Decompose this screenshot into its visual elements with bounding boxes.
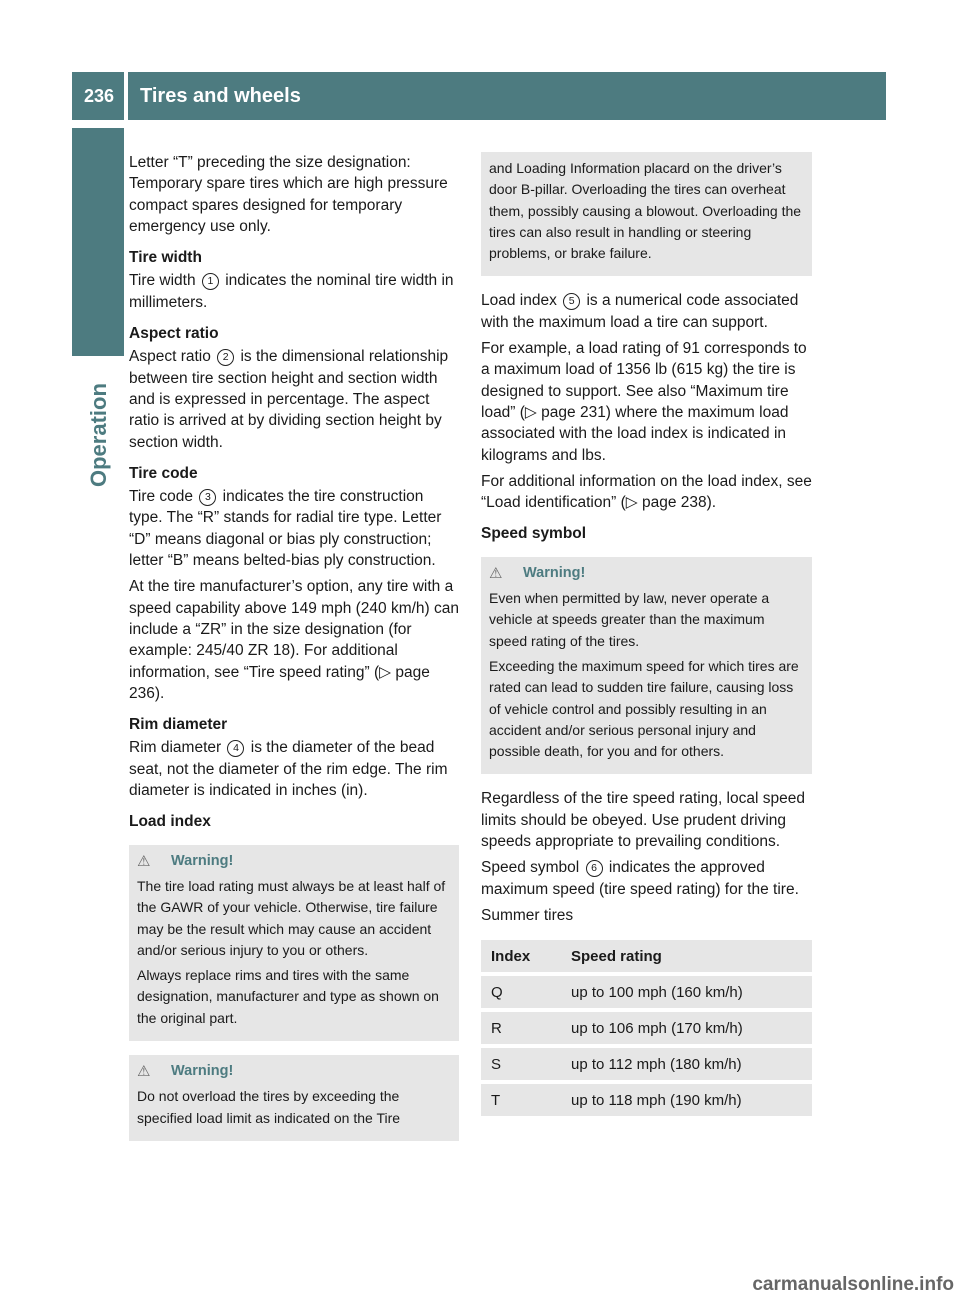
heading-load-index: Load index [129,813,211,831]
paragraph-tire-width: Tire width 1 indicates the nominal tire width in millimeters. [129,272,454,311]
heading-rim-diameter: Rim diameter [129,716,228,734]
table-header-cell: Index [481,940,561,972]
warning-text: Even when permitted by law, never operate a vehicle at speeds greater than the maximum speed rating of the tires. [489,590,770,649]
heading-aspect-ratio: Aspect ratio [129,325,219,343]
section-tab [72,128,124,356]
warning-box-overload [129,1055,459,1141]
warning-triangle-icon: ⚠ [137,852,151,870]
warning-box-overload-continued [481,152,812,276]
warning-text: Always replace rims and tires with the same designation, manufacturer and type as shown on the original part. [137,967,439,1026]
table-cell: S [481,1048,561,1080]
paragraph-load-index: Load index 5 is a numerical code associated with the maximum load a tire can support. [481,292,799,331]
table-header-row [481,940,812,972]
callout-5-icon: 5 [563,293,580,310]
table-cell: up to 112 mph (180 km/h) [561,1048,812,1080]
callout-1-icon: 1 [202,273,219,290]
watermark: carmanualsonline.info [752,1274,954,1295]
paragraph-zr-option: At the tire manufacturer’s option, any tire with a speed capability above 149 mph (240 km/h) can include a “ZR” in the size designation (for example: 245/40 ZR 18). For additional information, see “Tire speed rating” (▷ page 236). [129,578,460,702]
table-cell: up to 118 mph (190 km/h) [561,1084,812,1116]
callout-2-icon: 2 [217,349,234,366]
paragraph-tire-code: Tire code 3 indicates the tire construction type. The “R” stands for radial tire type. Letter “D” means diagonal or bias ply construction; letter “B” means belted-bias ply construction. [129,488,442,570]
warning-box-speed [481,557,812,775]
warning-triangle-icon: ⚠ [137,1062,151,1080]
table-cell: up to 106 mph (170 km/h) [561,1012,812,1044]
heading-tire-code: Tire code [129,464,198,482]
speed-rating-table [481,936,812,1120]
paragraph-rim-diameter: Rim diameter 4 is the diameter of the bead seat, not the diameter of the rim edge. The rim diameter is indicated in inches (in). [129,739,448,800]
table-row [481,976,812,1008]
warning-box-load-rating [129,845,459,1041]
table-row [481,1084,812,1116]
table-header-cell: Speed rating [561,940,812,972]
paragraph-load-example: For example, a load rating of 91 corresponds to a maximum load of 1356 lb (615 kg) the tire is designed to support. See also “Maximum tire load” (▷ page 231) where the maximum load associated with the load index is indicated in kilograms and lbs. [481,340,807,464]
paragraph-aspect-ratio: Aspect ratio 2 is the dimensional relationship between tire section height and section width and is expressed in percentage. The aspect ratio is arrived at by dividing section height by section width. [129,348,449,451]
paragraph-speed-symbol: Speed symbol 6 indicates the approved maximum speed (tire speed rating) for the tire. [481,859,799,898]
table-cell: R [481,1012,561,1044]
heading-tire-width: Tire width [129,249,202,267]
right-column [481,152,812,1120]
warning-text: The tire load rating must always be at least half of the GAWR of your vehicle. Otherwise, tire failure may be the result which may cause an accident and/or serious injury to you or others. [137,877,446,958]
table-cell: Q [481,976,561,1008]
warning-text: Exceeding the maximum speed for which tires are rated can lead to sudden tire failure, causing loss of vehicle control and possibly resulting in an accident and/or serious personal injury and possible death, for you and for others. [489,657,799,760]
warning-text: and Loading Information placard on the driver’s door B-pillar. Overloading the tires can overheat them, possibly causing a blowout. Overloading the tires can also result in handling or steering problems, or brake failure. [489,160,802,262]
warning-triangle-icon: ⚠ [489,564,503,582]
callout-3-icon: 3 [199,489,216,506]
warning-title: Warning! [171,1062,234,1079]
warning-text: Do not overload the tires by exceeding the specified load limit as indicated on the Tire [137,1088,401,1126]
paragraph-load-additional: For additional information on the load index, see “Load identification” (▷ page 238). [481,472,812,512]
warning-title: Warning! [171,852,234,869]
page-number: 236 [72,72,124,120]
paragraph-summer-tires: Summer tires [481,906,574,924]
page-title: Tires and wheels [128,72,886,120]
paragraph-regardless: Regardless of the tire speed rating, local speed limits should be obeyed. Use prudent driving speeds appropriate to prevailing conditions. [481,790,805,851]
left-column [129,152,459,1155]
callout-6-icon: 6 [586,860,603,877]
table-cell: up to 100 mph (160 km/h) [561,976,812,1008]
callout-4-icon: 4 [227,740,244,757]
warning-title: Warning! [523,564,586,581]
table-row [481,1012,812,1044]
table-row [481,1048,812,1080]
paragraph-letter-t: Letter “T” preceding the size designation: Temporary spare tires which are high pressure compact spares designed for temporary emergency use only. [129,154,448,235]
table-cell: T [481,1084,561,1116]
heading-speed-symbol: Speed symbol [481,525,587,543]
section-label: Operation [86,383,111,487]
